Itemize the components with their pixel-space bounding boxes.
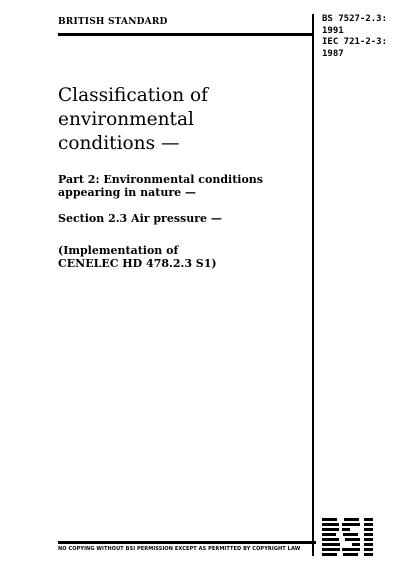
implementation-note — [58, 244, 308, 270]
implementation-line: (Implementation of — [58, 244, 179, 257]
part-heading — [58, 173, 308, 199]
part-line: appearing in nature — — [58, 186, 196, 199]
code-line: IEC 721-2-3: — [322, 37, 388, 47]
implementation-line: CENELEC HD 478.2.3 S1) — [58, 257, 217, 270]
title-line: conditions — — [58, 133, 180, 154]
footer-rule — [58, 541, 316, 544]
title-line: environmental — [58, 109, 194, 130]
code-line: 1991 — [322, 25, 344, 36]
vertical-divider — [312, 14, 314, 556]
section-line: Section 2.3 Air pressure — — [58, 212, 222, 225]
code-line: 1987 — [322, 48, 344, 59]
header-rule — [58, 33, 312, 36]
standard-type-label: BRITISH STANDARD — [58, 17, 168, 27]
copyright-notice: NO COPYING WITHOUT BSI PERMISSION EXCEPT AS PERMITTED BY COPYRIGHT LAW — [58, 546, 301, 552]
section-heading — [58, 212, 308, 225]
standard-codes — [322, 14, 402, 60]
document-title — [58, 84, 308, 156]
part-line: Part 2: Environmental conditions — [58, 173, 263, 186]
bsi-logo-icon — [320, 516, 378, 558]
code-line: BS 7527-2.3: — [322, 14, 388, 24]
title-line: Classification of — [58, 85, 209, 106]
